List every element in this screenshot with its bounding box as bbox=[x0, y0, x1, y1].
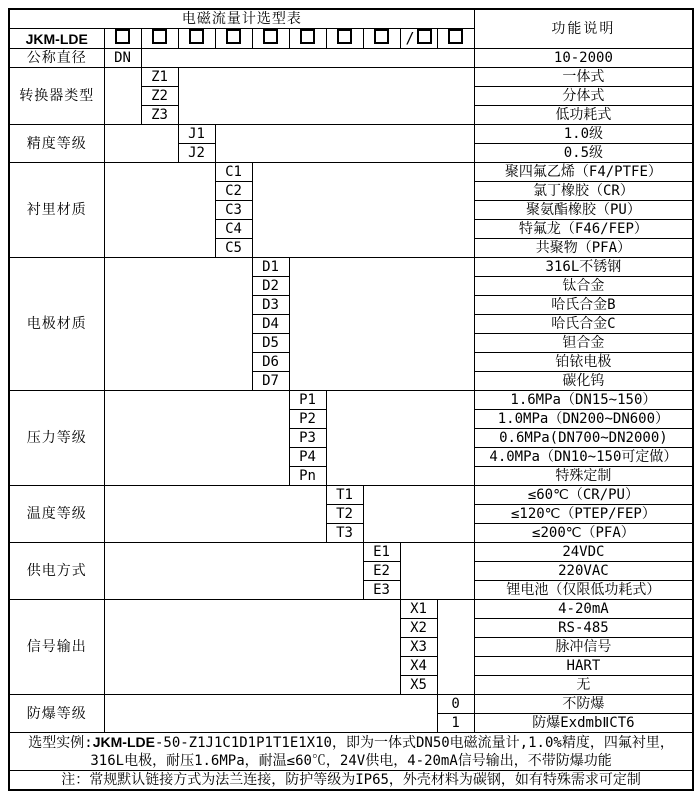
accuracy-class-row-1 bbox=[9, 125, 693, 144]
description-Z2: 分体式 bbox=[474, 87, 693, 106]
example-line-2: 316L电极，耐压1.6MPa，耐温≤60℃，24V供电，4-20mA信号输出，不带防爆功能 bbox=[90, 753, 612, 769]
group-label-power-supply: 供电方式 bbox=[9, 543, 104, 600]
power-supply-row-1 bbox=[9, 543, 693, 562]
flowmeter-selection-table bbox=[8, 8, 694, 791]
description-C5: 共聚物（PFA） bbox=[474, 239, 693, 258]
empty-right-accuracy-class bbox=[215, 125, 474, 163]
code-cell-J1: J1 bbox=[178, 125, 215, 144]
model-checkbox-cell-1 bbox=[104, 29, 141, 49]
description-C3: 聚氨酯橡胶（PU） bbox=[474, 201, 693, 220]
empty-left-explosion-proof bbox=[104, 695, 437, 733]
temperature-class-row-1 bbox=[9, 486, 693, 505]
empty-right-diameter bbox=[141, 49, 474, 68]
description-X3: 脉冲信号 bbox=[474, 638, 693, 657]
empty-right-power-supply bbox=[400, 543, 474, 600]
description-1: 防爆ExdmbⅡCT6 bbox=[474, 714, 693, 733]
model-checkbox-cell-9 bbox=[400, 29, 437, 49]
code-cell-P2: P2 bbox=[289, 410, 326, 429]
group-label-converter-type: 转换器类型 bbox=[9, 68, 104, 125]
code-cell-Z3: Z3 bbox=[141, 106, 178, 125]
code-cell-C5: C5 bbox=[215, 239, 252, 258]
signal-output-row-1 bbox=[9, 600, 693, 619]
code-cell-T2: T2 bbox=[326, 505, 363, 524]
empty-left-accuracy-class bbox=[104, 125, 178, 163]
model-checkbox-cell-4 bbox=[215, 29, 252, 49]
description-X5: 无 bbox=[474, 676, 693, 695]
code-cell-P4: P4 bbox=[289, 448, 326, 467]
empty-left-liner-material bbox=[104, 163, 215, 258]
empty-right-signal-output bbox=[437, 600, 474, 695]
model-checkbox-1[interactable] bbox=[115, 29, 130, 44]
model-checkbox-9[interactable] bbox=[417, 29, 432, 44]
description-C1: 聚四氟乙烯（F4/PTFE） bbox=[474, 163, 693, 182]
code-cell-J2: J2 bbox=[178, 144, 215, 163]
description-D2: 钛合金 bbox=[474, 277, 693, 296]
code-cell-E3: E3 bbox=[363, 581, 400, 600]
description-D7: 碳化钨 bbox=[474, 372, 693, 391]
code-cell-E2: E2 bbox=[363, 562, 400, 581]
example-line-1 bbox=[10, 733, 692, 752]
model-checkbox-2[interactable] bbox=[152, 29, 167, 44]
example-row bbox=[9, 733, 693, 771]
model-prefix: JKM-LDE bbox=[9, 29, 104, 49]
code-cell-D4: D4 bbox=[252, 315, 289, 334]
description-P4: 4.0MPa（DN10~150可定做） bbox=[474, 448, 693, 467]
description-Z3: 低功耗式 bbox=[474, 106, 693, 125]
example-model-code: JKM-LDE bbox=[92, 734, 155, 750]
description-T3: ≤200℃（PFA） bbox=[474, 524, 693, 543]
code-cell-X4: X4 bbox=[400, 657, 437, 676]
model-checkbox-6[interactable] bbox=[300, 29, 315, 44]
group-label-temperature-class: 温度等级 bbox=[9, 486, 104, 543]
model-checkbox-cell-10 bbox=[437, 29, 474, 49]
code-cell-D6: D6 bbox=[252, 353, 289, 372]
empty-right-pressure-class bbox=[326, 391, 474, 486]
code-cell-D3: D3 bbox=[252, 296, 289, 315]
description-D6: 铂铱电极 bbox=[474, 353, 693, 372]
description-E1: 24VDC bbox=[474, 543, 693, 562]
description-J1: 1.0级 bbox=[474, 125, 693, 144]
description-E3: 锂电池（仅限低功耗式） bbox=[474, 581, 693, 600]
explosion-proof-row-1 bbox=[9, 695, 693, 714]
code-cell-T3: T3 bbox=[326, 524, 363, 543]
description-X1: 4-20mA bbox=[474, 600, 693, 619]
description-D5: 钽合金 bbox=[474, 334, 693, 353]
note-text: 注：常规默认链接方式为法兰连接，防护等级为IP65，外壳材料为碳钢，如有特殊需求可定制 bbox=[9, 771, 693, 791]
code-cell-X3: X3 bbox=[400, 638, 437, 657]
code-cell-X2: X2 bbox=[400, 619, 437, 638]
model-checkbox-cell-6 bbox=[289, 29, 326, 49]
description-D4: 哈氏合金C bbox=[474, 315, 693, 334]
selection-example bbox=[9, 733, 693, 771]
model-checkbox-8[interactable] bbox=[374, 29, 389, 44]
model-checkbox-7[interactable] bbox=[337, 29, 352, 44]
group-label-explosion-proof: 防爆等级 bbox=[9, 695, 104, 733]
code-cell-Z1: Z1 bbox=[141, 68, 178, 87]
electrode-material-row-1 bbox=[9, 258, 693, 277]
code-cell-Pn: Pn bbox=[289, 467, 326, 486]
empty-left-converter-type bbox=[104, 68, 141, 125]
footer-rows bbox=[9, 733, 693, 791]
group-label-accuracy-class: 精度等级 bbox=[9, 125, 104, 163]
model-checkbox-cell-3 bbox=[178, 29, 215, 49]
description-D1: 316L不锈钢 bbox=[474, 258, 693, 277]
note-row bbox=[9, 771, 693, 791]
empty-right-converter-type bbox=[178, 68, 474, 125]
description-C2: 氯丁橡胶（CR） bbox=[474, 182, 693, 201]
empty-right-electrode-material bbox=[289, 258, 474, 391]
converter-type-row-1 bbox=[9, 68, 693, 87]
model-checkbox-3[interactable] bbox=[189, 29, 204, 44]
model-checkbox-cell-8 bbox=[363, 29, 400, 49]
empty-left-pressure-class bbox=[104, 391, 289, 486]
code-cell-Z2: Z2 bbox=[141, 87, 178, 106]
empty-left-temperature-class bbox=[104, 486, 326, 543]
code-cell-D5: D5 bbox=[252, 334, 289, 353]
example-line1-text: -50-Z1J1C1D1P1T1E1X10，即为一体式DN50电磁流量计,1.0%精度，四氟衬里， bbox=[154, 735, 674, 751]
group-label-pressure-class: 压力等级 bbox=[9, 391, 104, 486]
description-D3: 哈氏合金B bbox=[474, 296, 693, 315]
model-checkbox-10[interactable] bbox=[448, 29, 463, 44]
selection-grid bbox=[9, 9, 693, 733]
code-cell-P1: P1 bbox=[289, 391, 326, 410]
code-cell-C1: C1 bbox=[215, 163, 252, 182]
code-cell-C2: C2 bbox=[215, 182, 252, 201]
empty-right-liner-material bbox=[252, 163, 474, 258]
code-cell-E1: E1 bbox=[363, 543, 400, 562]
description-P2: 1.0MPa（DN200~DN600） bbox=[474, 410, 693, 429]
table-title: 电磁流量计选型表 bbox=[9, 9, 474, 29]
model-checkbox-cell-2 bbox=[141, 29, 178, 49]
code-cell-C3: C3 bbox=[215, 201, 252, 220]
code-cell-1: 1 bbox=[437, 714, 474, 733]
model-checkbox-4[interactable] bbox=[226, 29, 241, 44]
diameter-row-1 bbox=[9, 49, 693, 68]
code-cell-D7: D7 bbox=[252, 372, 289, 391]
description-P3: 0.6MPa(DN700~DN2000) bbox=[474, 429, 693, 448]
code-cell-D2: D2 bbox=[252, 277, 289, 296]
description-J2: 0.5级 bbox=[474, 144, 693, 163]
code-cell-DN: DN bbox=[104, 49, 141, 68]
code-cell-X5: X5 bbox=[400, 676, 437, 695]
empty-left-electrode-material bbox=[104, 258, 252, 391]
code-cell-P3: P3 bbox=[289, 429, 326, 448]
description-X2: RS-485 bbox=[474, 619, 693, 638]
group-label-diameter: 公称直径 bbox=[9, 49, 104, 68]
description-Z1: 一体式 bbox=[474, 68, 693, 87]
description-E2: 220VAC bbox=[474, 562, 693, 581]
empty-left-signal-output bbox=[104, 600, 400, 695]
empty-left-power-supply bbox=[104, 543, 363, 600]
description-C4: 特氟龙（F46/FEP） bbox=[474, 220, 693, 239]
group-label-electrode-material: 电极材质 bbox=[9, 258, 104, 391]
title-row bbox=[9, 9, 693, 29]
slash-separator: / bbox=[405, 29, 415, 47]
description-T2: ≤120℃（PTEP/FEP） bbox=[474, 505, 693, 524]
description-T1: ≤60℃（CR/PU） bbox=[474, 486, 693, 505]
code-cell-C4: C4 bbox=[215, 220, 252, 239]
function-column-header: 功能说明 bbox=[474, 9, 693, 49]
description-0: 不防爆 bbox=[474, 695, 693, 714]
code-cell-T1: T1 bbox=[326, 486, 363, 505]
model-checkbox-cell-5 bbox=[252, 29, 289, 49]
description-Pn: 特殊定制 bbox=[474, 467, 693, 486]
description-P1: 1.6MPa（DN15~150） bbox=[474, 391, 693, 410]
group-label-liner-material: 衬里材质 bbox=[9, 163, 104, 258]
pressure-class-row-1 bbox=[9, 391, 693, 410]
liner-material-row-1 bbox=[9, 163, 693, 182]
model-checkbox-5[interactable] bbox=[263, 29, 278, 44]
code-cell-D1: D1 bbox=[252, 258, 289, 277]
description-X4: HART bbox=[474, 657, 693, 676]
example-label: 选型实例: bbox=[28, 735, 93, 751]
code-cell-0: 0 bbox=[437, 695, 474, 714]
empty-right-temperature-class bbox=[363, 486, 474, 543]
code-cell-X1: X1 bbox=[400, 600, 437, 619]
model-checkbox-cell-7 bbox=[326, 29, 363, 49]
group-label-signal-output: 信号输出 bbox=[9, 600, 104, 695]
description-DN: 10-2000 bbox=[474, 49, 693, 68]
